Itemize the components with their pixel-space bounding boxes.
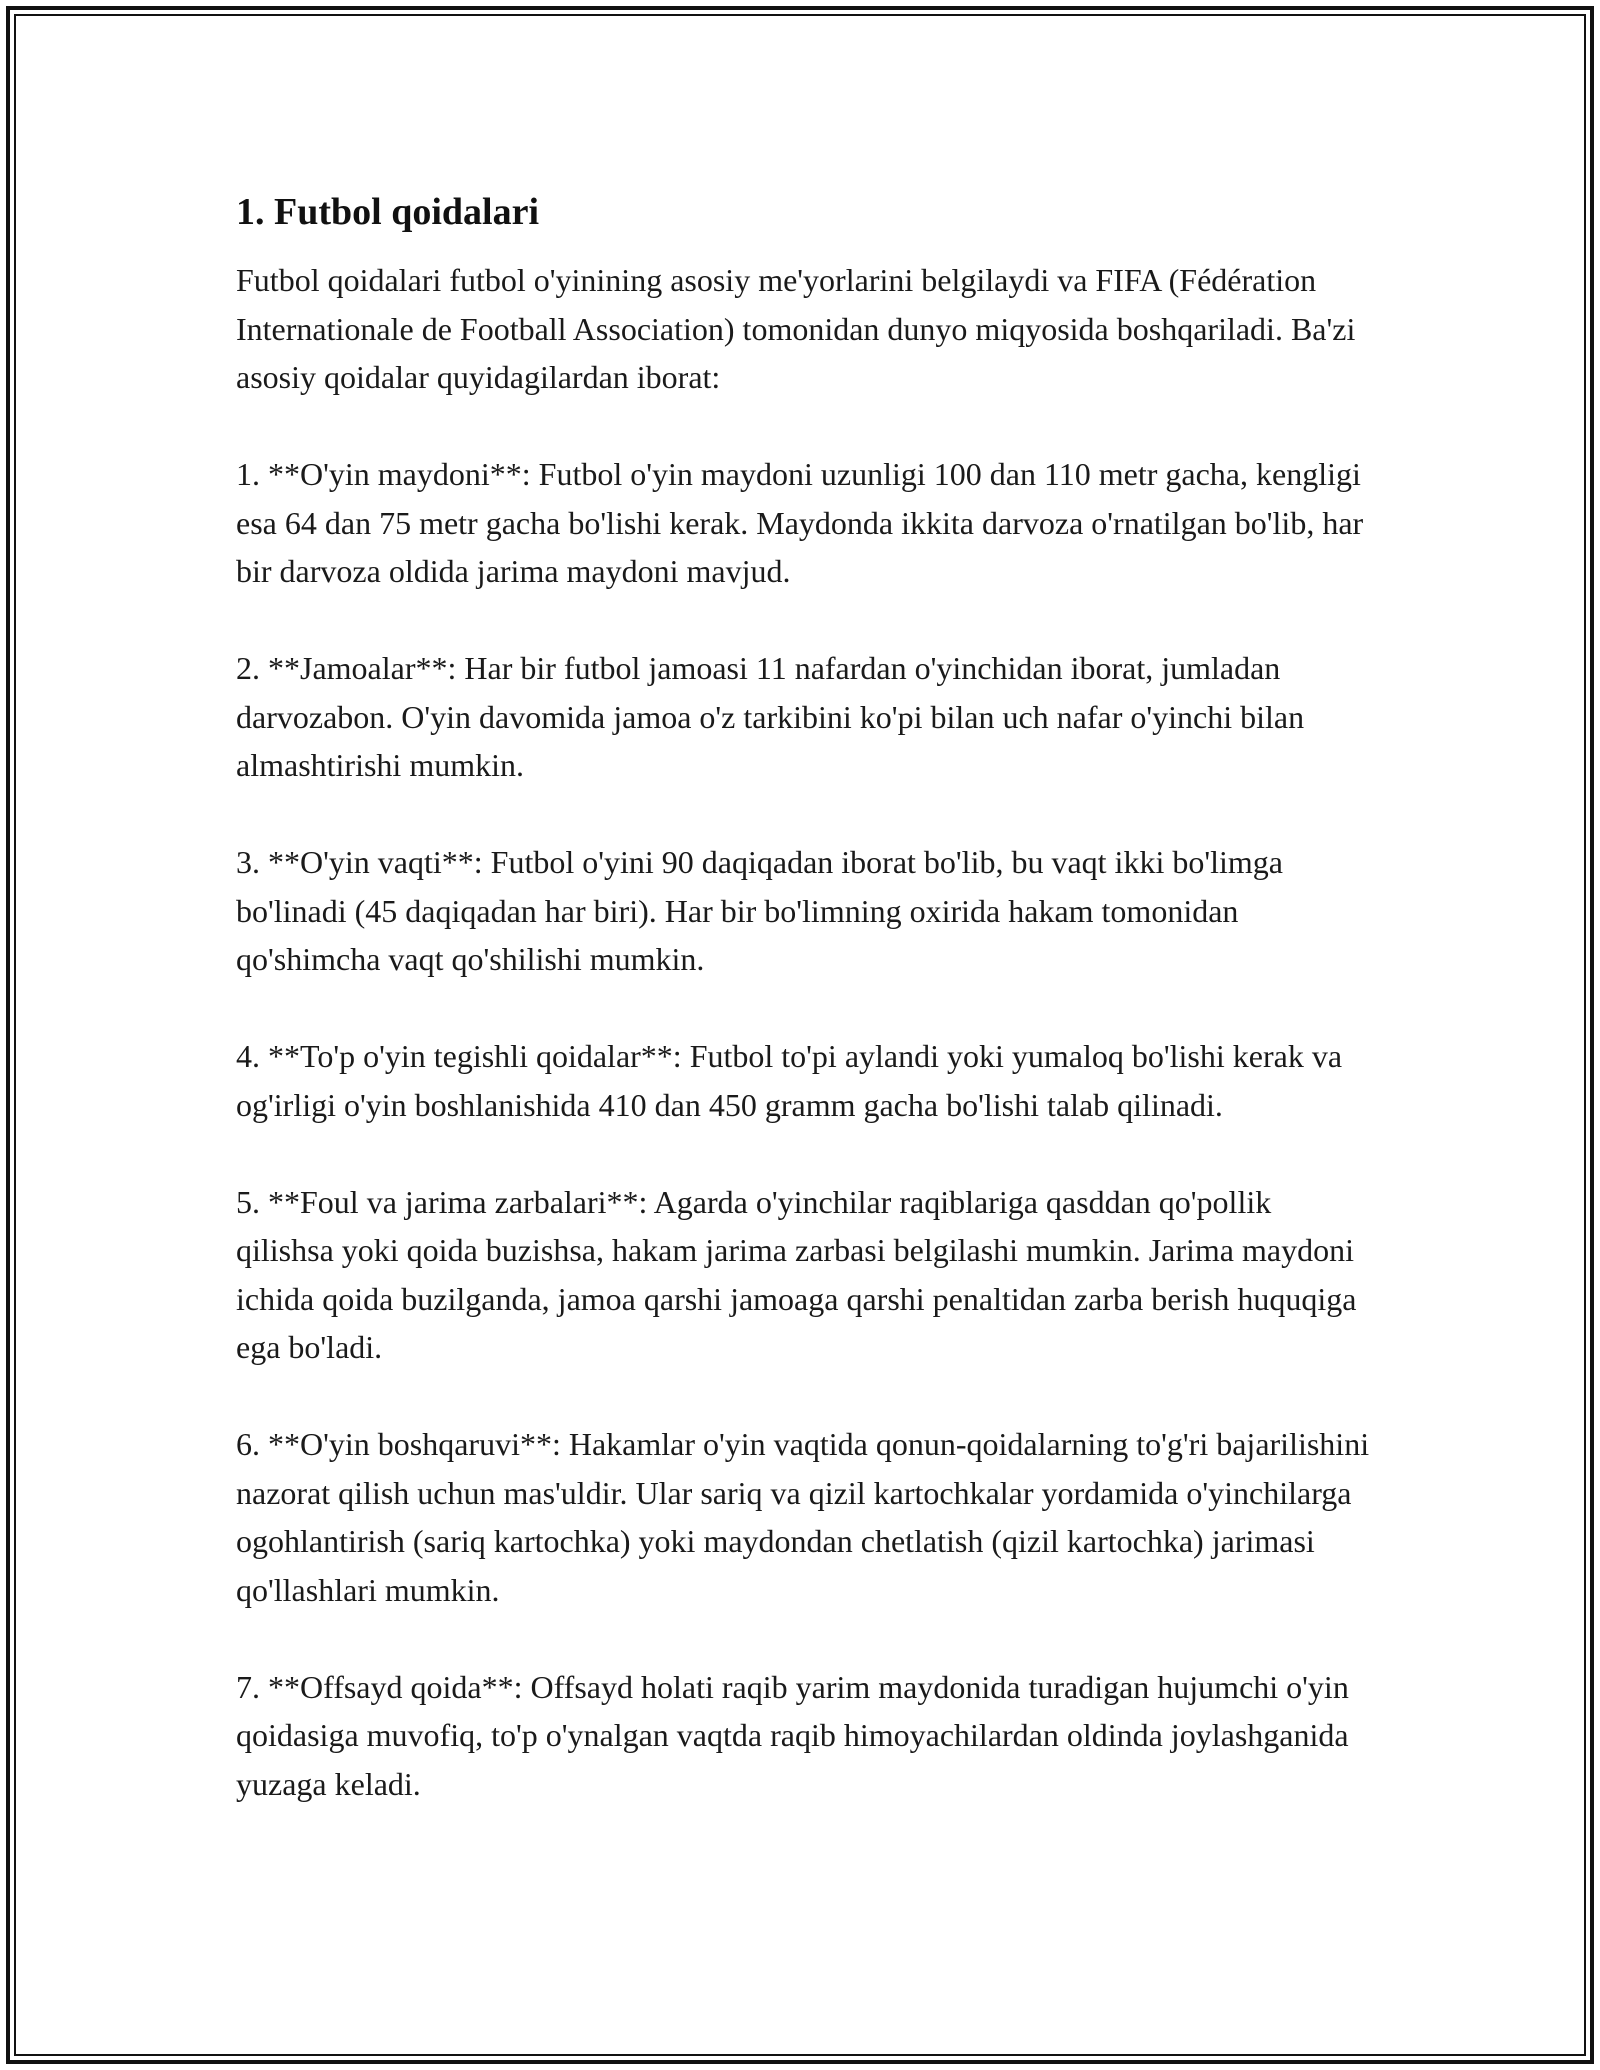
rule-item-2: 2. **Jamoalar**: Har bir futbol jamoasi 11 nafardan o'yinchidan iborat, jumladan darvozabon. O'yin davomida jamoa o'z tarkibini ko'pi bilan uch nafar o'yinchi bilan almashtirishi mumkin. bbox=[236, 650, 1305, 783]
document-title: 1. Futbol qoidalari bbox=[236, 191, 539, 233]
document-body bbox=[236, 186, 1376, 1857]
intro-paragraph: Futbol qoidalari futbol o'yinining asosiy me'yorlarini belgilaydi va FIFA (Fédération Internationale de Football Association) tomonidan dunyo miqyosida boshqariladi. Ba'zi asosiy qoidalar quyidagilardan iborat: bbox=[236, 262, 1356, 395]
rule-item-4: 4. **To'p o'yin tegishli qoidalar**: Futbol to'pi aylandi yoki yumaloq bo'lishi kerak va og'irligi o'yin boshlanishida 410 dan 450 gramm gacha bo'lishi talab qilinadi. bbox=[236, 1038, 1343, 1123]
rule-item-3: 3. **O'yin vaqti**: Futbol o'yini 90 daqiqadan iborat bo'lib, bu vaqt ikki bo'limga bo'linadi (45 daqiqadan har biri). Har bir bo'limning oxirida hakam tomonidan qo'shimcha vaqt qo'shilishi mumkin. bbox=[236, 844, 1283, 977]
rule-item-1: 1. **O'yin maydoni**: Futbol o'yin maydoni uzunligi 100 dan 110 metr gacha, kengligi esa 64 dan 75 metr gacha bo'lishi kerak. Maydonda ikkita darvoza o'rnatilgan bo'lib, har bir darvoza oldida jarima maydoni mavjud. bbox=[236, 456, 1364, 589]
rule-item-6: 6. **O'yin boshqaruvi**: Hakamlar o'yin vaqtida qonun-qoidalarning to'g'ri bajarilishini nazorat qilish uchun mas'uldir. Ular sariq va qizil kartochkalar yordamida o'yinchilarga ogohlantirish (sariq kartochka) yoki maydondan chetlatish (qizil kartochka) jarimasi qo'llashlari mumkin. bbox=[236, 1426, 1370, 1608]
rule-item-7: 7. **Offsayd qoida**: Offsayd holati raqib yarim maydonida turadigan hujumchi o'yin qoidasiga muvofiq, to'p o'ynalgan vaqtda raqib himoyachilardan oldinda joylashganida yuzaga keladi. bbox=[236, 1668, 1349, 1802]
rule-item-5: 5. **Foul va jarima zarbalari**: Agarda o'yinchilar raqiblariga qasddan qo'pollik qilishsa yoki qoida buzishsa, hakam jarima zarbasi belgilashi mumkin. Jarima maydoni ichida qoida buzilganda, jamoa qarshi jamoaga qarshi penaltidan zarba berish huquqiga ega bo'ladi. bbox=[236, 1183, 1357, 1365]
